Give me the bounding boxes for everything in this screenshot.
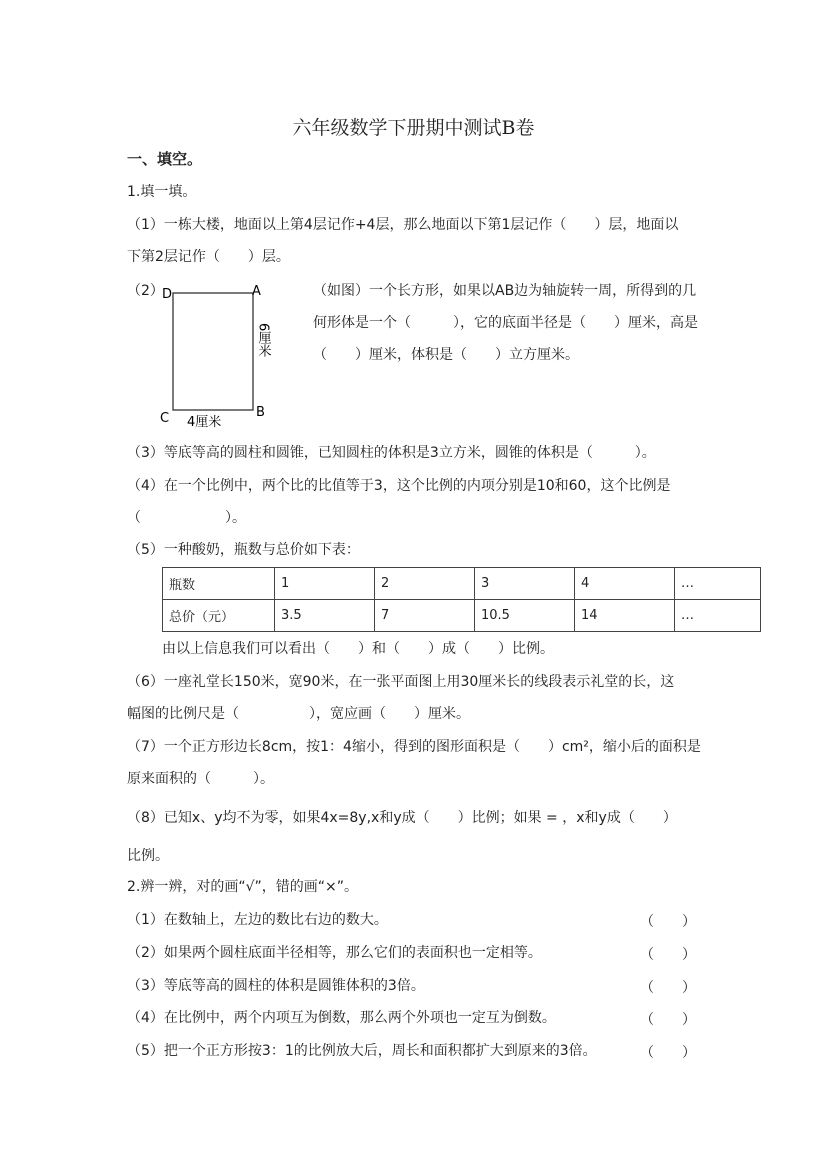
table-row	[163, 600, 761, 632]
question-text: 何形体是一个（ ），它的底面半径是（ ）厘米，高是	[313, 315, 698, 331]
table-cell: 4	[575, 568, 675, 600]
question-number: （2）	[127, 283, 164, 299]
label-bottom: 4厘米	[187, 415, 222, 430]
answer-blank[interactable]: （ ）	[640, 947, 696, 963]
question-text: 下第2层记作（ ）层。	[127, 249, 290, 265]
price-table	[162, 567, 761, 632]
table-cell: 1	[275, 568, 375, 600]
question-text: （6）一座礼堂长150米，宽90米，在一张平面图上用30厘米长的线段表示礼堂的长，这	[127, 674, 675, 690]
question-text: 原来面积的（ ）。	[127, 771, 274, 787]
question-text: （ ）。	[127, 510, 246, 526]
rectangle-figure	[155, 280, 285, 430]
question-text: （ ）厘米，体积是（ ）立方厘米。	[313, 347, 579, 363]
judge-item: （1）在数轴上，左边的数比右边的数大。	[127, 912, 388, 928]
table-cell: 3	[475, 568, 575, 600]
answer-blank[interactable]: （ ）	[640, 914, 696, 930]
table-cell: …	[675, 568, 761, 600]
table-cell: 10.5	[475, 600, 575, 632]
table-cell: …	[675, 600, 761, 632]
question-text: （3）等底等高的圆柱和圆锥，已知圆柱的体积是3立方米，圆锥的体积是（ ）。	[127, 445, 656, 461]
label-c: C	[160, 411, 170, 426]
question-text: 比例。	[127, 848, 169, 864]
answer-blank[interactable]: （ ）	[640, 980, 696, 996]
label-b: B	[256, 405, 265, 420]
table-cell: 总价（元）	[163, 600, 275, 632]
question-text: （4）在一个比例中，两个比的比值等于3，这个比例的内项分别是10和60，这个比例是	[127, 478, 671, 494]
table-row	[163, 568, 761, 600]
judge-item: （4）在比例中，两个内项互为倒数，那么两个外项也一定互为倒数。	[127, 1010, 556, 1026]
question-text: 幅图的比例尺是（ ），宽应画（ ）厘米。	[127, 706, 470, 722]
page-title: 六年级数学下册期中测试B卷	[292, 117, 535, 139]
table-cell: 瓶数	[163, 568, 275, 600]
label-right: 6厘米	[255, 323, 271, 358]
judge-item: （5）把一个正方形按3：1的比例放大后，周长和面积都扩大到原来的3倍。	[127, 1043, 597, 1059]
label-a: A	[252, 284, 261, 299]
table-cell: 7	[375, 600, 475, 632]
question-text: （5）一种酸奶，瓶数与总价如下表：	[127, 542, 360, 558]
table-cell: 2	[375, 568, 475, 600]
question-text: （1）一栋大楼，地面以上第4层记作+4层，那么地面以下第1层记作（ ）层，地面以	[127, 217, 679, 233]
table-cell: 3.5	[275, 600, 375, 632]
section-heading: 一、填空。	[127, 150, 203, 168]
label-d: D	[162, 287, 173, 302]
question-text: 由以上信息我们可以看出（ ）和（ ）成（ ）比例。	[162, 641, 554, 657]
question-text: （如图）一个长方形，如果以AB边为轴旋转一周，所得到的几	[313, 283, 697, 299]
answer-blank[interactable]: （ ）	[640, 1045, 696, 1061]
answer-blank[interactable]: （ ）	[640, 1012, 696, 1028]
question-heading: 1.填一填。	[127, 184, 197, 200]
question-text: （8）已知x、y均不为零，如果4x=8y,x和y成（ ）比例；如果 = ，x和y成（ ）	[127, 810, 677, 826]
question-text: （7）一个正方形边长8cm，按1：4缩小，得到的图形面积是（ ）cm²，缩小后的面积是	[127, 739, 701, 755]
judge-item: （2）如果两个圆柱底面半径相等，那么它们的表面积也一定相等。	[127, 945, 542, 961]
judge-item: （3）等底等高的圆柱的体积是圆锥体积的3倍。	[127, 978, 425, 994]
table-cell: 14	[575, 600, 675, 632]
question-heading: 2.辨一辨，对的画“√”，错的画“×”。	[127, 879, 359, 895]
